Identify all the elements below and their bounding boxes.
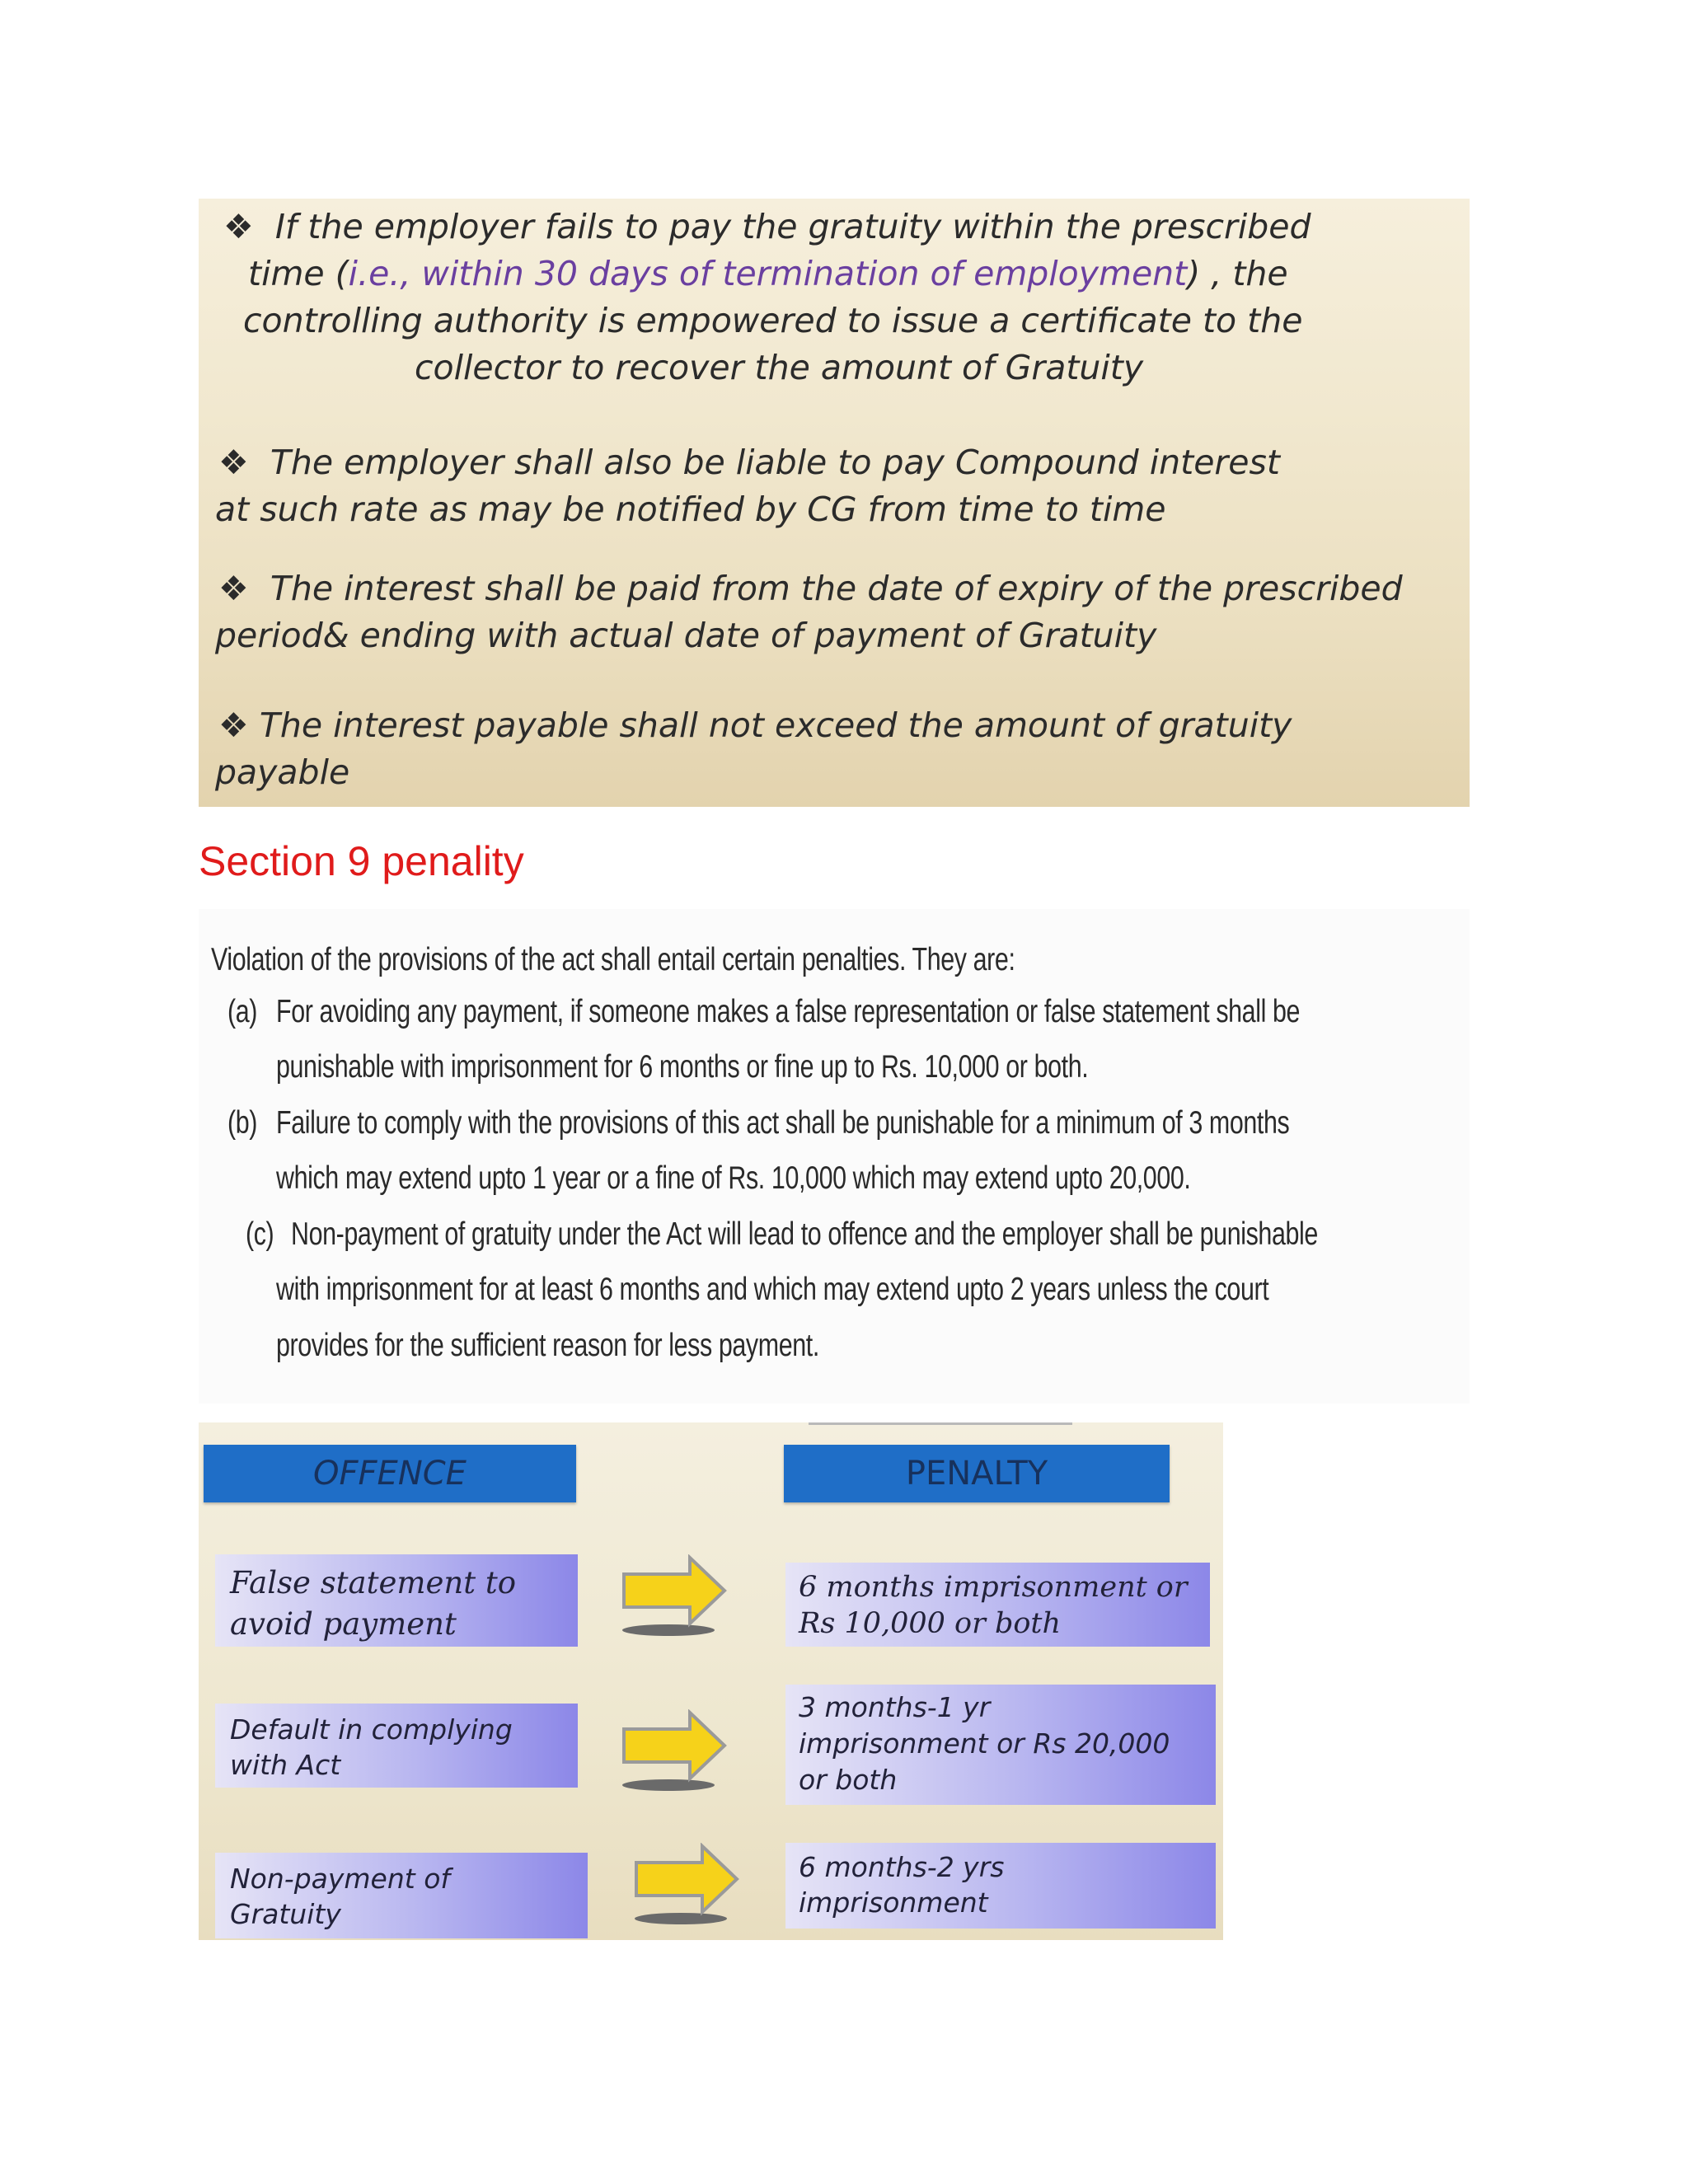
violation-a-line1: For avoiding any payment, if someone makes a false representation or false statement shall be: [276, 994, 1301, 1029]
offence-box-default: Default in complying with Act: [215, 1704, 578, 1788]
violation-c-label: (c): [246, 1216, 274, 1252]
violation-a-label: (a): [227, 994, 258, 1029]
section-heading: Section 9 penality: [199, 838, 524, 884]
diamond-bullet-icon: ❖: [218, 443, 249, 482]
violation-b-line2: which may extend upto 1 year or a fine of Rs. 10,000 which may extend upto 20,000.: [276, 1160, 1191, 1196]
para1-line1: ❖ If the employer fails to pay the gratuity within the prescribed: [223, 207, 1311, 246]
paragraph-compound-interest: ❖ The employer shall also be liable to pay Compound interest at such rate as may be notified by CG from time to time: [215, 443, 1280, 529]
para1-line4: collector to recover the amount of Gratuity: [415, 348, 1144, 387]
violations-slide: [199, 909, 1470, 1404]
deadline-highlight: i.e., within 30 days of termination of employment: [348, 254, 1188, 293]
arrow-right-icon: [621, 1709, 728, 1792]
paragraph-interest-period: ❖ The interest shall be paid from the date of expiry of the prescribed period& ending with actual date of payment of Gratuity: [215, 569, 1403, 655]
violations-intro: Violation of the provisions of the act shall entail certain penalties. They are:: [211, 942, 1015, 977]
para1-line2: time (i.e., within 30 days of termination of employment) , the: [248, 254, 1288, 293]
diamond-bullet-icon: ❖: [223, 207, 254, 246]
paragraph-payment-deadline: [223, 204, 1311, 391]
diamond-bullet-icon: ❖: [218, 569, 249, 608]
offence-header: OFFENCE: [204, 1445, 576, 1502]
penalty-box-row1: 6 months imprisonment or Rs 10,000 or both: [785, 1563, 1210, 1647]
penalty-header: PENALTY: [784, 1445, 1170, 1502]
offence-box-false-statement: False statement to avoid payment: [215, 1554, 578, 1647]
diamond-bullet-icon: ❖: [218, 705, 249, 745]
violation-a-line2: punishable with imprisonment for 6 months or fine up to Rs. 10,000 or both.: [276, 1049, 1089, 1085]
penalty-table-slide: [199, 1422, 1223, 1940]
arrow-right-icon: [633, 1843, 740, 1925]
violation-c-line1: Non-payment of gratuity under the Act will lead to offence and the employer shall be punishable: [291, 1216, 1318, 1252]
interest-slide: [199, 199, 1470, 807]
paragraph-interest-cap: ❖ The interest payable shall not exceed the amount of gratuity payable: [215, 705, 1292, 792]
violation-b-line1: Failure to comply with the provisions of this act shall be punishable for a minimum of 3 months: [276, 1105, 1290, 1141]
violation-c-line2: with imprisonment for at least 6 months and which may extend upto 2 years unless the court: [276, 1272, 1269, 1307]
penalty-box-row3: 6 months-2 yrs imprisonment: [785, 1843, 1216, 1929]
para1-line3: controlling authority is empowered to issue a certificate to the: [243, 301, 1303, 340]
top-decoration-line: [809, 1422, 1072, 1425]
offence-box-non-payment: Non-payment of Gratuity: [215, 1853, 588, 1938]
penalty-box-row2: 3 months-1 yr imprisonment or Rs 20,000 or both: [785, 1685, 1216, 1805]
arrow-right-icon: [621, 1554, 728, 1637]
violation-c-line3: provides for the sufficient reason for less payment.: [276, 1328, 819, 1363]
violation-b-label: (b): [227, 1105, 258, 1141]
